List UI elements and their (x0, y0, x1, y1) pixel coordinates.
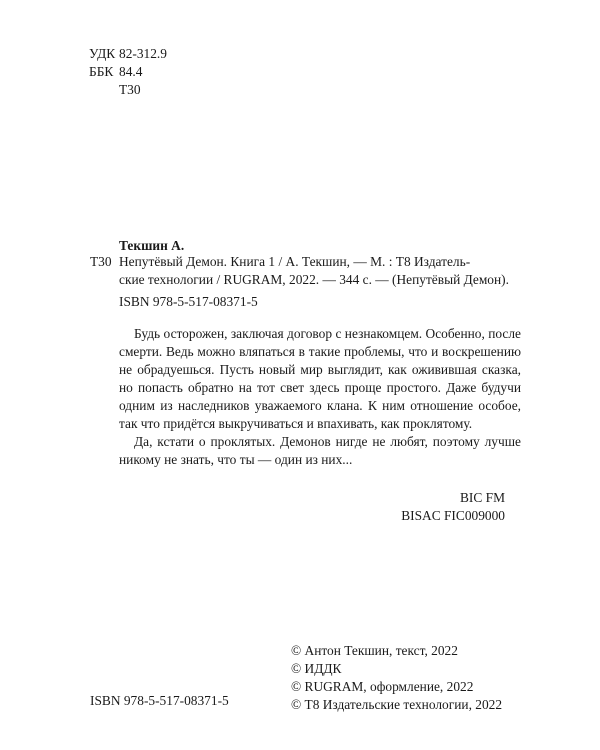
bibliographic-description (119, 253, 519, 289)
copyright-block (291, 642, 502, 714)
bbk-value: 84.4 (119, 64, 143, 79)
udk-label: УДК (89, 46, 116, 61)
classification-codes (89, 45, 167, 99)
bbk-label: ББК (89, 64, 114, 79)
annotation (119, 325, 521, 469)
udk-value: 82-312.9 (119, 46, 167, 61)
author-mark-row (89, 81, 167, 99)
copyright-line-3: © RUGRAM, оформление, 2022 (291, 679, 474, 694)
udk-row (89, 45, 167, 63)
bic-code: BIC FM (459, 490, 505, 505)
bisac-code: BISAC FIC009000 (401, 508, 505, 523)
copyright-line-2: © ИДДК (291, 661, 342, 676)
copyright-line-1: © Антон Текшин, текст, 2022 (291, 643, 458, 658)
author-heading: Текшин А. (119, 238, 185, 253)
catalog-code: Т30 (90, 254, 112, 269)
annotation-paragraph-1: Будь осторожен, заключая договор с незнакомцем. Особенно, после смерти. Ведь можно вляпаться в такие проблемы, что и воскрешению не обрадуешься. Пусть новый мир выглядит, как оживившая сказка, но попасть обратно на тот свет здесь проще простого. Даже будучи одним из наследников уважаемого клана. К ним отношение особое, так что придётся выкручиваться и впахивать, как проклятому. (119, 326, 521, 431)
bibliography-line-1: Непутёвый Демон. Книга 1 / А. Текшин, — М. : Т8 Издатель- (119, 254, 471, 269)
isbn-footer: ISBN 978-5-517-08371-5 (90, 693, 229, 708)
annotation-paragraph-2: Да, кстати о проклятых. Демонов нигде не любят, поэтому лучше никому не знать, что ты — один из них... (119, 434, 521, 467)
bibliography-line-2: ские технологии / RUGRAM, 2022. — 344 с. — (Непутёвый Демон). (119, 272, 509, 287)
bbk-row (89, 63, 167, 81)
author-mark: Т30 (119, 82, 141, 97)
isbn-main: ISBN 978-5-517-08371-5 (119, 294, 258, 309)
copyright-line-4: © Т8 Издательские технологии, 2022 (291, 697, 503, 712)
subject-classification (401, 489, 505, 525)
